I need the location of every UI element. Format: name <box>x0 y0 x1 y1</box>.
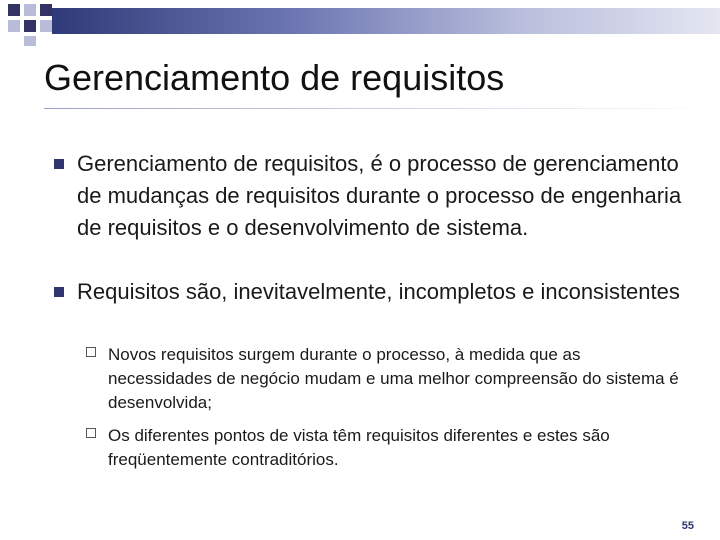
hollow-square-bullet-icon <box>86 428 96 438</box>
hollow-square-bullet-icon <box>86 347 96 357</box>
deco-square <box>24 4 36 16</box>
deco-square <box>24 36 36 46</box>
bullet-item <box>44 276 684 308</box>
bullet-text: Gerenciamento de requisitos, é o processo de gerenciamento de mudanças de requisitos durante o processo de engenharia de requisitos e o desenvolvimento de sistema. <box>77 151 682 240</box>
sub-bullet-text: Novos requisitos surgem durante o processo, à medida que as necessidades de negócio mudam e uma melhor compreensão do sistema é desenvolvida; <box>108 345 679 412</box>
deco-square <box>40 4 52 16</box>
slide-title: Gerenciamento de requisitos <box>44 57 505 98</box>
sub-bullet-text: Os diferentes pontos de vista têm requisitos diferentes e estes são freqüentemente contraditórios. <box>108 426 610 469</box>
deco-square <box>24 20 36 32</box>
square-bullet-icon <box>54 287 64 297</box>
deco-square <box>8 4 20 16</box>
page-number: 55 <box>681 520 694 532</box>
square-bullet-icon <box>54 159 64 169</box>
deco-square <box>8 20 20 32</box>
deco-square <box>40 20 52 32</box>
header-decoration <box>0 0 720 50</box>
sub-bullet-item <box>86 343 686 415</box>
bullet-item <box>44 148 684 244</box>
header-gradient-bar <box>52 8 720 34</box>
title-divider <box>44 108 720 109</box>
bullet-text: Requisitos são, inevitavelmente, incompletos e inconsistentes <box>77 279 680 304</box>
sub-bullet-item <box>86 424 686 472</box>
